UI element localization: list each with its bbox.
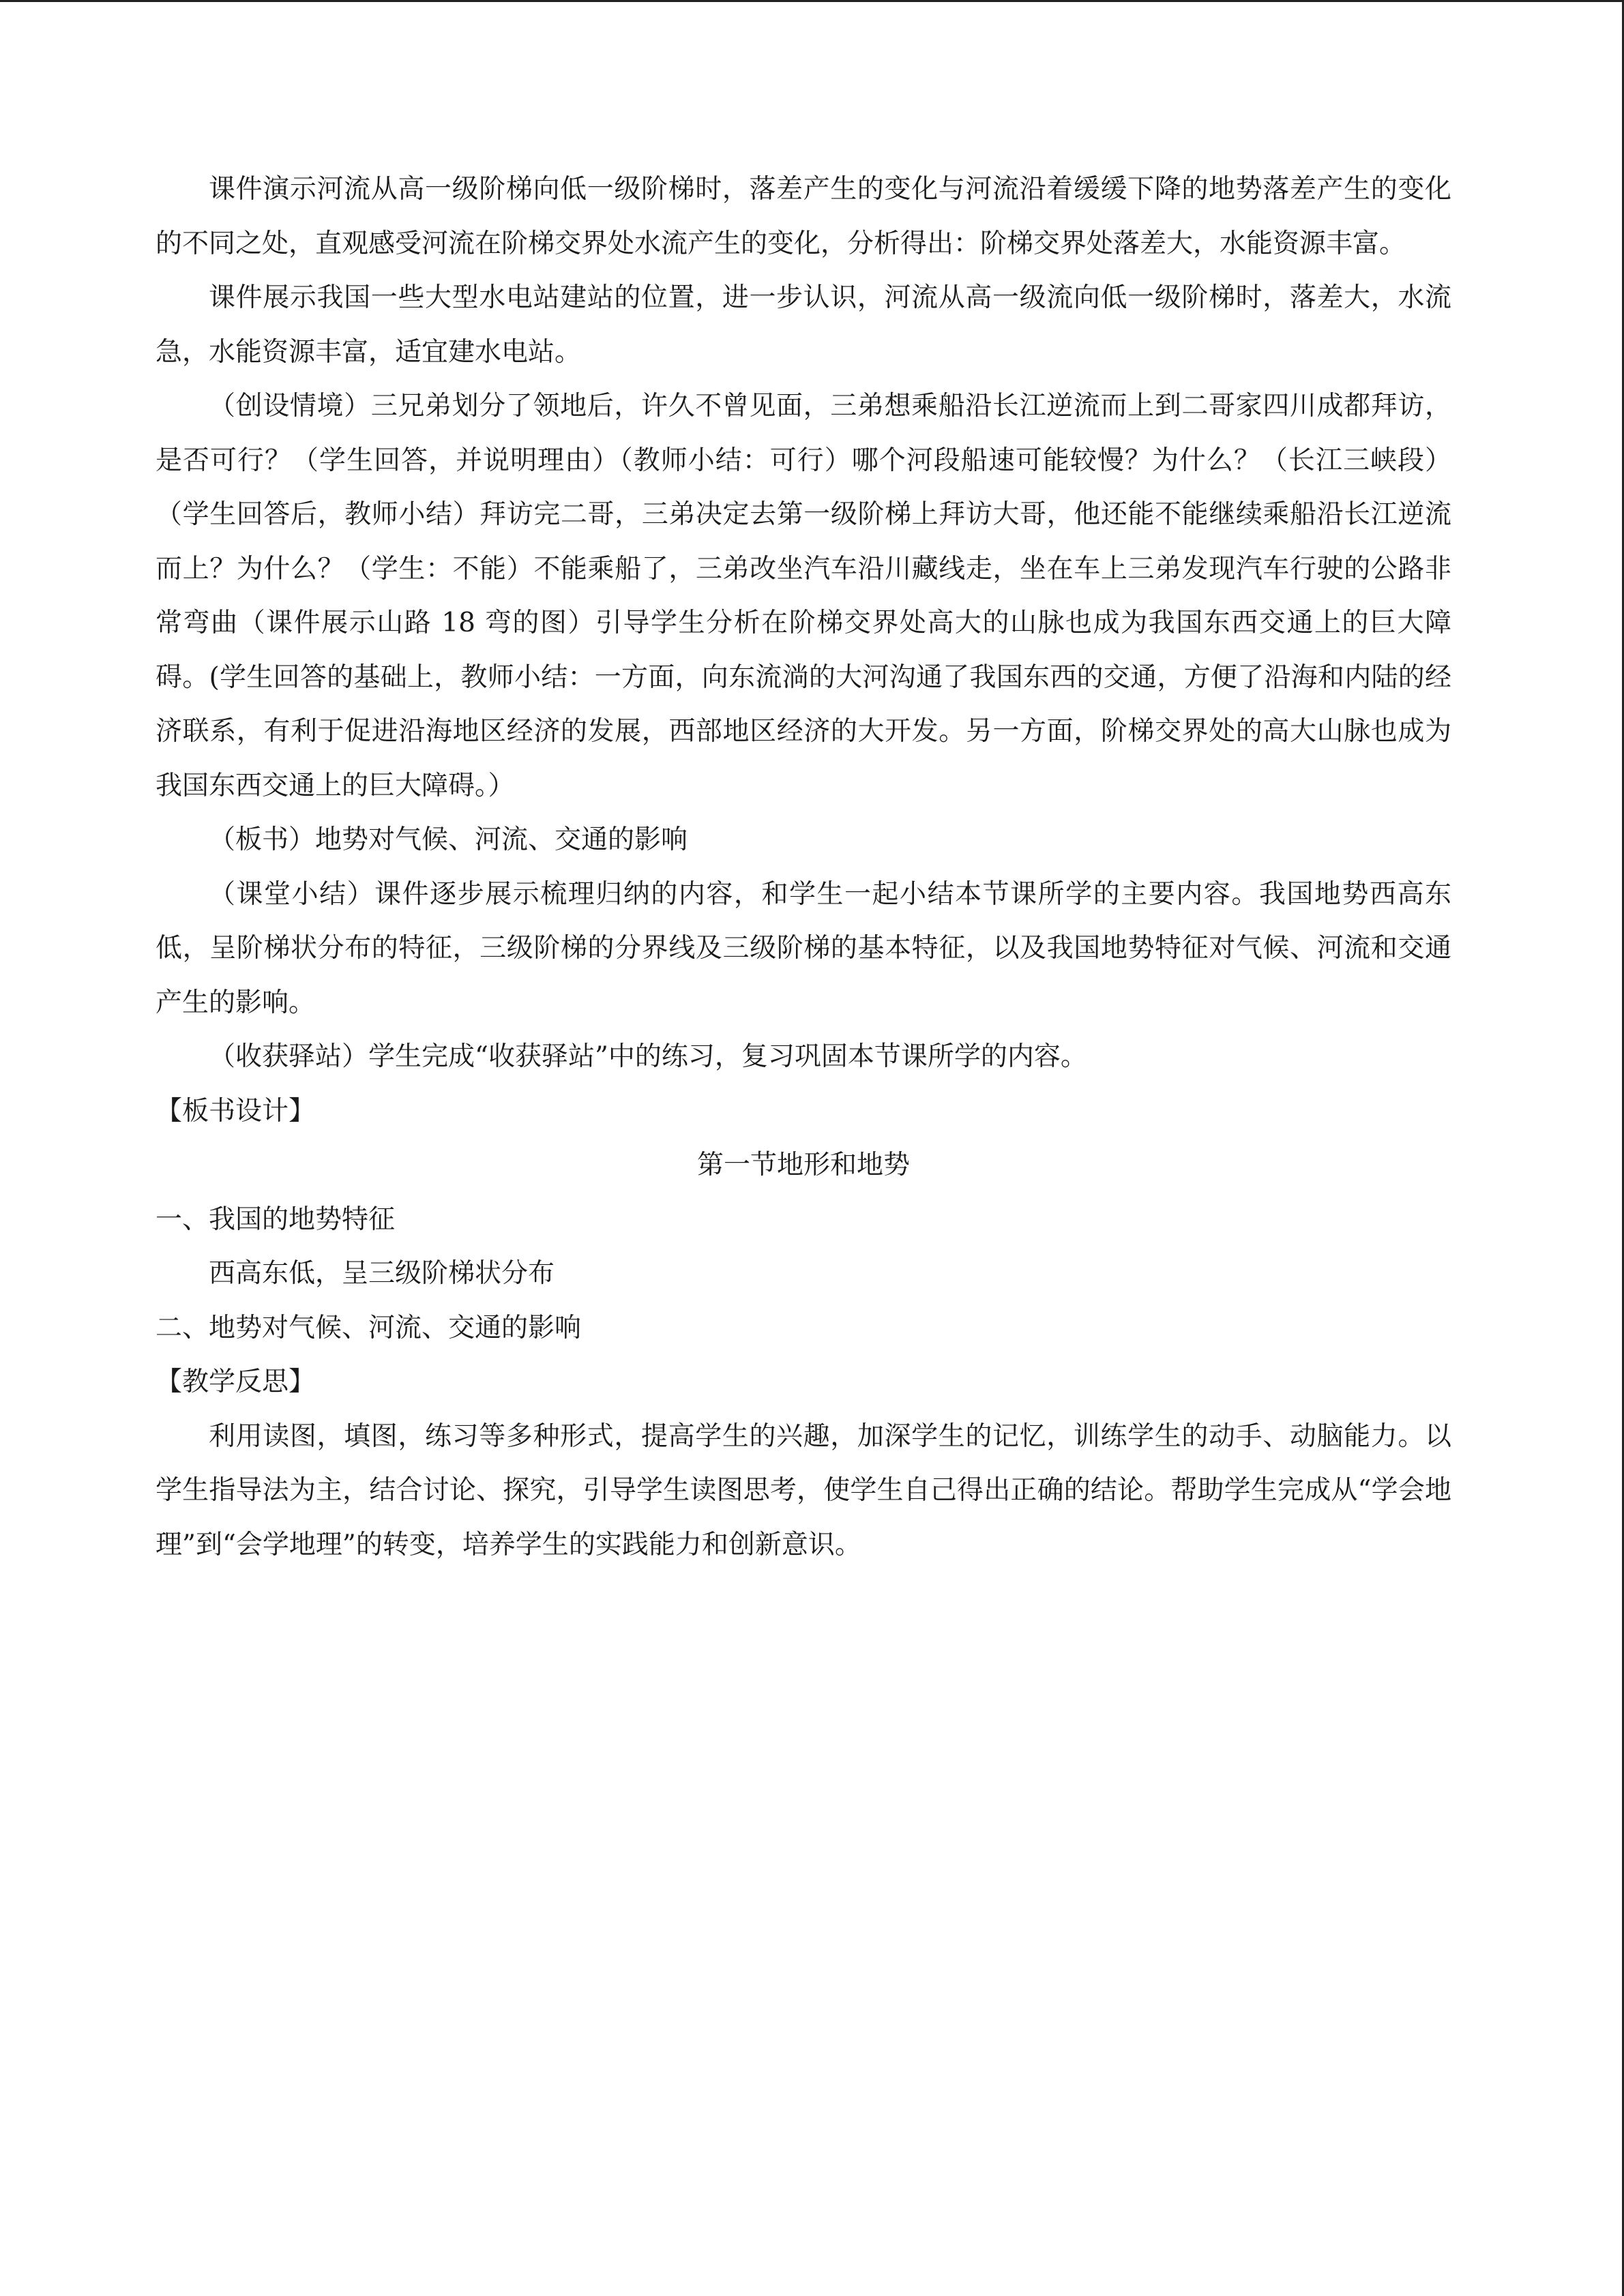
paragraph-scenario: （创设情境）三兄弟划分了领地后，许久不曾见面，三弟想乘船沿长江逆流而上到二哥家四川成都拜访，是否可行？（学生回答，并说明理由）（教师小结：可行）哪个河段船速可能较慢？为什么？（长江三峡段）（学生回答后，教师小结）拜访完二哥，三弟决定去第一级阶梯上拜访大哥，他还能不能继续乘船沿长江逆流而上？为什么？（学生：不能）不能乘船了，三弟改坐汽车沿川藏线走，坐在车上三弟发现汽车行驶的公路非常弯曲（课件展示山路 18 弯的图）引导学生分析在阶梯交界处高大的山脉也成为我国东西交通上的巨大障碍。(学生回答的基础上，教师小结：一方面，向东流淌的大河沟通了我国东西的交通，方便了沿海和内陆的经济联系，有利于促进沿海地区经济的发展，西部地区经济的大开发。另一方面，阶梯交界处的高大山脉也成为我国东西交通上的巨大障碍。） [156,391,1451,801]
paragraph-harvest-station: （收获驿站）学生完成“收获驿站”中的练习，复习巩固本节课所学的内容。 [209,1041,1087,1072]
board-design-heading: 【板书设计】 [156,1095,316,1127]
paragraph-hydropower: 课件展示我国一些大型水电站建站的位置，进一步认识，河流从高一级流向低一级阶梯时，落差大，水流急，水能资源丰富，适宜建水电站。 [156,282,1451,368]
board-design-title: 第一节地形和地势 [696,1150,910,1180]
page-top-border [0,0,1624,2]
document-body [156,162,1451,1572]
reflection-text: 利用读图，填图，练习等多种形式，提高学生的兴趣，加深学生的记忆，训练学生的动手、动脑能力。以学生指导法为主，结合讨论、探究，引导学生读图思考，使学生自己得出正确的结论。帮助学生完成从“学会地理”到“会学地理”的转变，培养学生的实践能力和创新意识。 [156,1420,1451,1560]
paragraph-lesson-summary: （课堂小结）课件逐步展示梳理归纳的内容，和学生一起小结本节课所学的主要内容。我国地势西高东低，呈阶梯状分布的特征，三级阶梯的分界线及三级阶梯的基本特征，以及我国地势特征对气候、河流和交通产生的影响。 [156,878,1451,1018]
reflection-heading: 【教学反思】 [156,1367,316,1397]
board-point-1: 一、我国的地势特征 [156,1204,396,1235]
paragraph-river-drop: 课件演示河流从高一级阶梯向低一级阶梯时，落差产生的变化与河流沿着缓缓下降的地势落差产生的变化的不同之处，直观感受河流在阶梯交界处水流产生的变化，分析得出：阶梯交界处落差大，水能资源丰富。 [156,174,1451,259]
board-point-2: 二、地势对气候、河流、交通的影响 [156,1312,582,1343]
paragraph-board-note: （板书）地势对气候、河流、交通的影响 [209,824,688,855]
board-point-1-detail: 西高东低，呈三级阶梯状分布 [209,1258,555,1289]
